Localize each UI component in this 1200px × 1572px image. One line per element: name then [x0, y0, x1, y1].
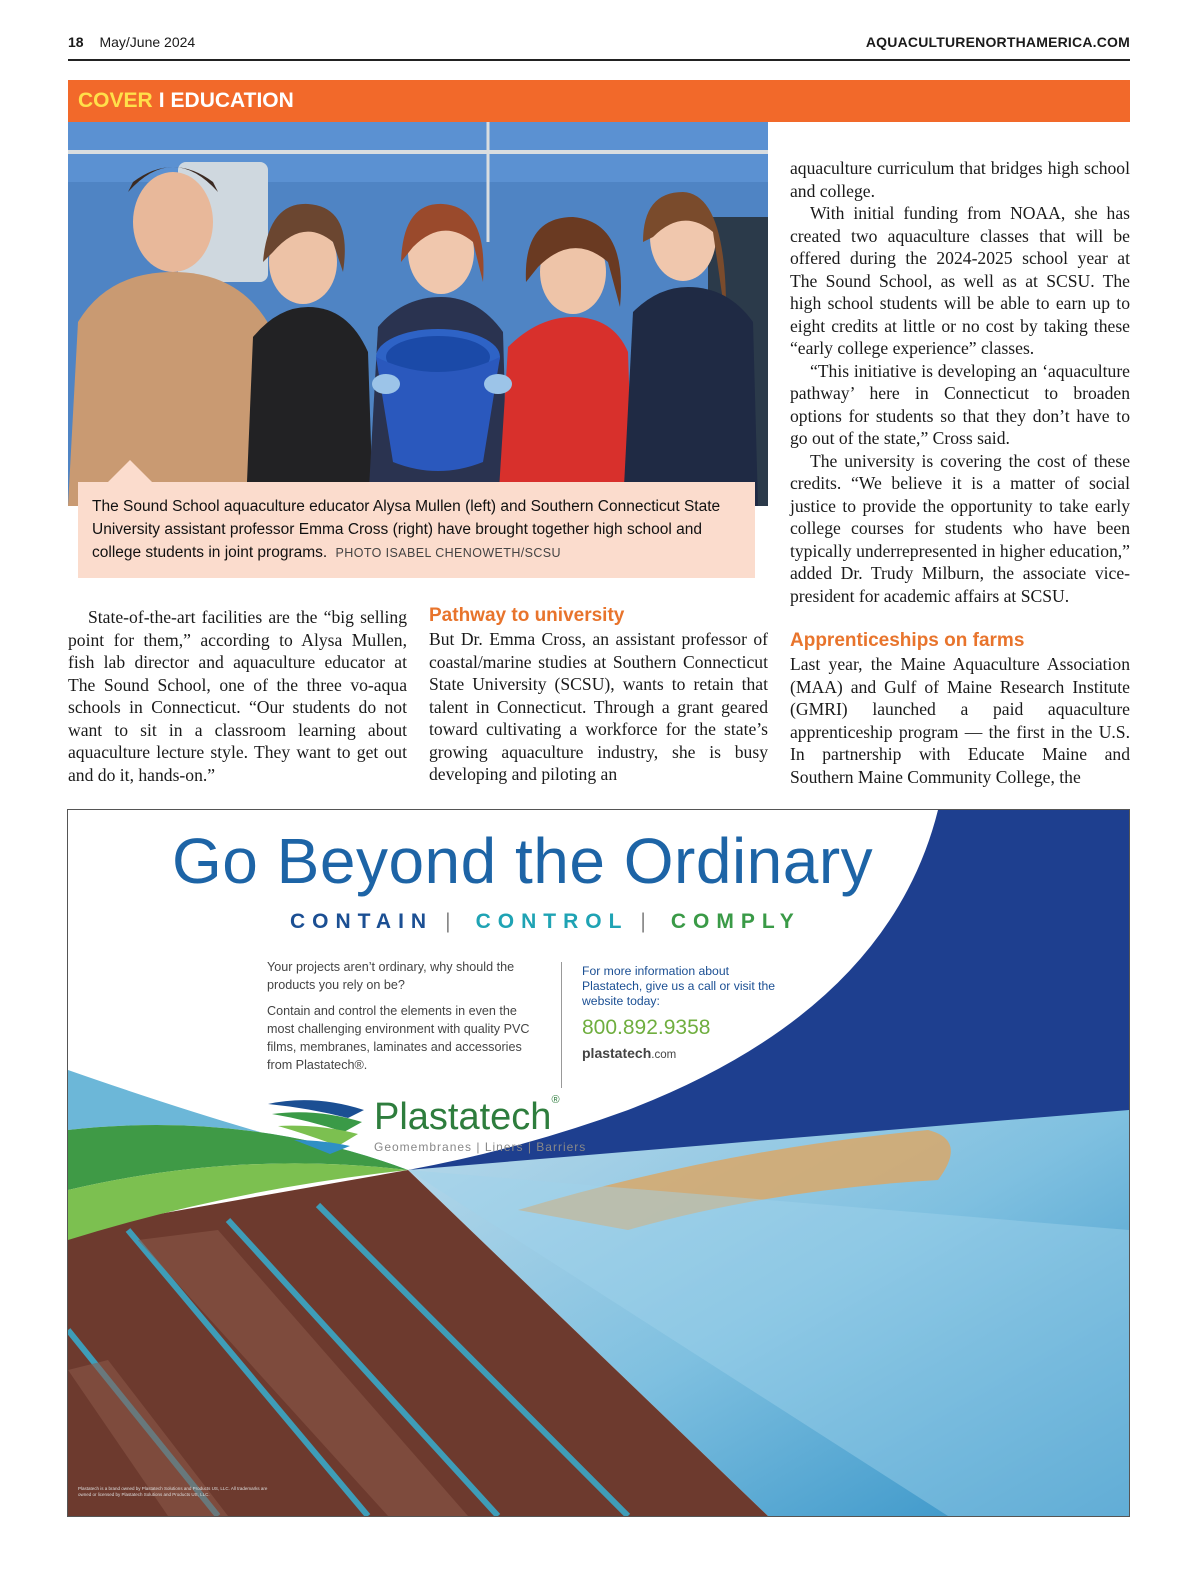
paragraph: With initial funding from NOAA, she has created two aquaculture classes that will be offered during the 2024-2025 school year at The Sound School, as well as at SCSU. The high school students will be able to earn up to eight credits at little or no cost by taking these “early college experience” classes. [790, 203, 1130, 358]
paragraph: aquaculture curriculum that bridges high school and college. [790, 158, 1130, 201]
website-suffix: .com [651, 1049, 677, 1061]
paragraph: Last year, the Maine Aquaculture Association (MAA) and Gulf of Maine Research Institute (GMRI) launched a paid aquaculture apprenticeship program — the first in the U.S. In partnership with Educate Maine and Southern Maine Community College, the [790, 654, 1130, 787]
section-label: COVER [78, 89, 153, 112]
website-domain: plastatech [582, 1045, 652, 1061]
section-separator: I [158, 89, 165, 112]
article-column-2 [429, 604, 768, 786]
site-url[interactable]: AQUACULTURENORTHAMERICA.COM [865, 34, 1130, 50]
caption-pointer [108, 460, 152, 482]
photo-caption [78, 482, 755, 578]
ad-contact-info: For more information about Plastatech, give us a call or visit the website today: [582, 964, 776, 1008]
paragraph: The university is covering the cost of these credits. “We believe it is a matter of social justice to provide the opportunity to take early college courses for students who have been typically underrepresented in higher education,” added Dr. Trudy Milburn, the associate vice-president for academic affairs at SCSU. [790, 450, 1130, 606]
article-column-3 [790, 157, 1130, 788]
tagline-control: CONTROL [475, 910, 629, 933]
paragraph: “This initiative is developing an ‘aquaculture pathway’ here in Connecticut to broaden options for students so that they don’t have to go out of the state,” Cross said. [790, 360, 1130, 448]
paragraph: State-of-the-art facilities are the “big selling point for them,” according to Alysa Mullen, fish lab director and aquaculture educator at The Sound School, one of the three vo-aqua schools in Connecticut. “Our students do not want to sit in a classroom learning about aquaculture lecture style. They want to get out and do it, hands-on.” [68, 607, 407, 785]
tagline-comply: COMPLY [670, 910, 801, 933]
ad-fine-print: Plastatech is a brand owned by Plastatech Solutions and Products US, LLC. All trademarks are owned or licensed by Plastatech Solutions and Products US, LLC. [78, 1486, 268, 1497]
brand-wordmark: Plastatech [374, 1096, 552, 1138]
ad-brand-subline: Geomembranes | Liners | Barriers [374, 1140, 587, 1154]
article-column-1 [68, 606, 407, 786]
tagline-divider: | [445, 910, 458, 933]
paragraph: But Dr. Emma Cross, an assistant professor of coastal/marine studies at Southern Connecticut State University (SCSU), wants to retain that talent in Connecticut. Through a grant geared toward cultivating a workforce for the state’s growing aquaculture industry, she is busy developing and piloting an [429, 629, 768, 784]
tagline-contain: CONTAIN [290, 910, 434, 933]
photo-credit: PHOTO ISABEL CHENOWETH/SCSU [335, 546, 561, 560]
caption-text: The Sound School aquaculture educator Alysa Mullen (left) and Southern Connecticut State University assistant professor Emma Cross (right) have brought together high school and college students in joint programs. [92, 498, 721, 561]
ad-brand-name [374, 1094, 560, 1139]
registered-mark: ® [551, 1094, 560, 1106]
page-header [68, 34, 1130, 54]
ad-body-paragraph: Contain and control the elements in even the most challenging environment with quality PVC films, membranes, laminates and accessories from Plastatech®. [267, 1003, 530, 1073]
ad-website-link[interactable] [582, 1045, 676, 1061]
issue-date: May/June 2024 [99, 34, 196, 50]
plastatech-logo-icon [264, 1096, 368, 1154]
page-number: 18 [68, 34, 84, 50]
section-banner [68, 80, 1130, 122]
plastatech-advertisement[interactable] [67, 809, 1130, 1517]
cover-photo [68, 122, 768, 506]
section-topic: EDUCATION [170, 89, 294, 112]
photo-illustration [68, 122, 768, 506]
subheading-apprenticeships: Apprenticeships on farms [790, 630, 1025, 651]
ad-headline: Go Beyond the Ordinary [172, 825, 874, 897]
ad-divider [561, 962, 562, 1088]
ad-body-copy [267, 958, 537, 1082]
subheading-pathway: Pathway to university [429, 605, 625, 626]
header-rule [68, 59, 1130, 61]
ad-phone-number[interactable]: 800.892.9358 [582, 1016, 711, 1039]
tagline-divider: | [640, 910, 653, 933]
ad-tagline [290, 910, 801, 934]
ad-body-paragraph: Your projects aren’t ordinary, why should the products you rely on be? [267, 960, 515, 993]
